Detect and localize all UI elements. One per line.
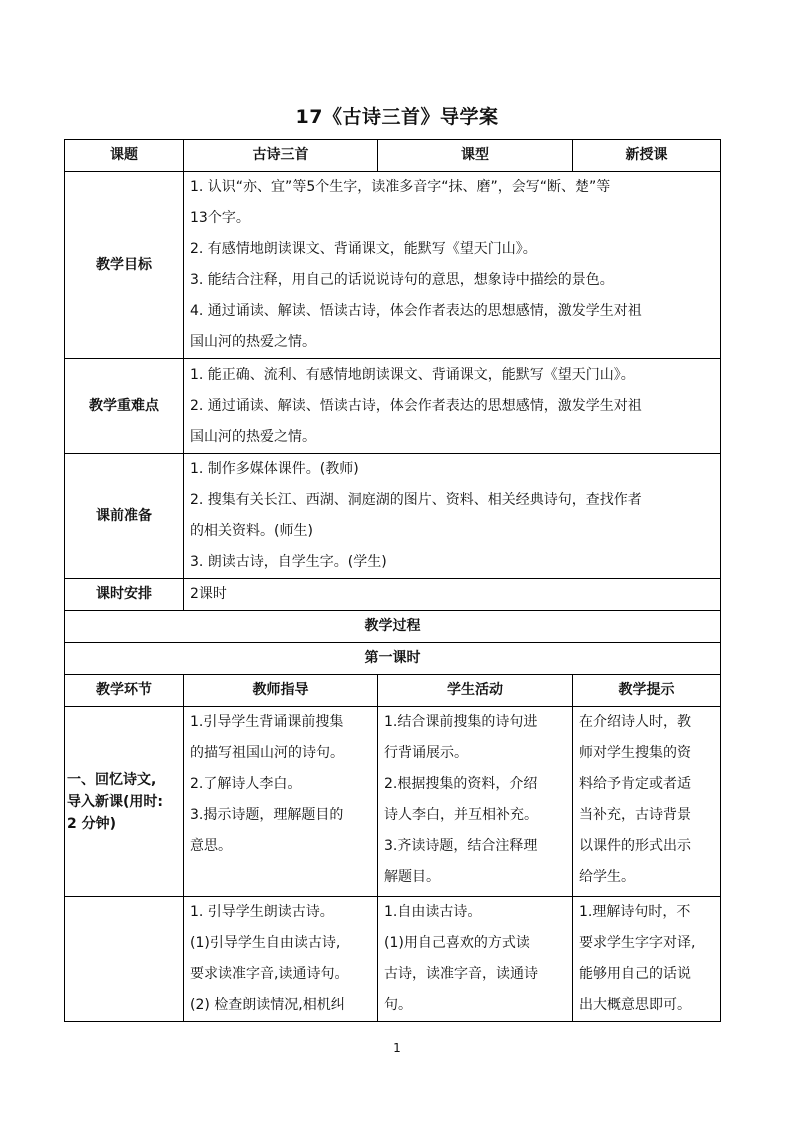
key-points-label: 教学重难点: [65, 359, 184, 454]
teacher-line: (2) 检查朗读情况,相机纠: [190, 997, 345, 1013]
page-number: 1: [393, 1041, 401, 1055]
teacher-line: 要求读准字音,读通诗句。: [190, 966, 349, 982]
tips-line: 要求学生字字对译,: [579, 935, 696, 951]
preparation-content: [184, 454, 721, 579]
segment-line: 一、回忆诗文,: [67, 771, 157, 788]
tips-line: 1.理解诗句时，不: [579, 904, 691, 920]
student-cell: [378, 897, 573, 1022]
goals-row: [65, 172, 721, 359]
key-points-row: [65, 359, 721, 454]
teacher-line: 意思。: [190, 838, 232, 854]
process-heading: 教学过程: [65, 611, 721, 643]
tips-line: 给学生。: [579, 869, 635, 885]
segment-cell-empty: [65, 897, 184, 1022]
lesson-heading-row: [65, 643, 721, 675]
header-row: [65, 140, 721, 172]
preparation-line: 的相关资料。(师生): [190, 523, 313, 539]
preparation-line: 3. 朗读古诗，自学生字。(学生): [190, 554, 387, 570]
student-line: 解题目。: [384, 869, 440, 885]
teacher-line: (1)引导学生自由读古诗,: [190, 935, 341, 951]
goal-line: 1. 认识“亦、宜”等5个生字，读准多音字“抹、磨”，会写“断、楚”等: [190, 179, 611, 195]
topic-value: 古诗三首: [184, 140, 378, 172]
col-segment: 教学环节: [65, 675, 184, 707]
student-line: 诗人李白，并互相补充。: [384, 807, 538, 823]
teacher-line: 1.引导学生背诵课前搜集: [190, 714, 344, 730]
segment-cell: [65, 707, 184, 897]
goal-line: 4. 通过诵读、解读、悟读古诗，体会作者表达的思想感情，激发学生对祖: [190, 303, 642, 319]
segment-line: 2 分钟): [67, 815, 117, 832]
student-line: 3.齐读诗题，结合注释理: [384, 838, 538, 854]
segment-line: 导入新课(用时:: [67, 793, 163, 810]
teacher-line: 2.了解诗人李白。: [190, 776, 302, 792]
teacher-line: 的描写祖国山河的诗句。: [190, 745, 344, 761]
preparation-row: [65, 454, 721, 579]
student-line: 1.自由读古诗。: [384, 904, 482, 920]
tips-line: 师对学生搜集的资: [579, 745, 691, 761]
tips-cell: [573, 707, 721, 897]
tips-line: 能够用自己的话说: [579, 966, 691, 982]
process-row: [65, 897, 721, 1022]
col-tips: 教学提示: [573, 675, 721, 707]
col-student: 学生活动: [378, 675, 573, 707]
type-value: 新授课: [573, 140, 721, 172]
process-heading-row: [65, 611, 721, 643]
goals-label: 教学目标: [65, 172, 184, 359]
document-title: 17《古诗三首》导学案: [295, 106, 499, 128]
student-line: 句。: [384, 997, 412, 1013]
goal-line: 国山河的热爱之情。: [190, 334, 316, 350]
tips-cell: [573, 897, 721, 1022]
student-line: 1.结合课前搜集的诗句进: [384, 714, 538, 730]
teacher-line: 1. 引导学生朗读古诗。: [190, 904, 334, 920]
tips-line: 在介绍诗人时，教: [579, 714, 691, 730]
key-point-line: 1. 能正确、流利、有感情地朗读课文、背诵课文，能默写《望天门山》。: [190, 366, 635, 383]
student-line: 2.根据搜集的资料，介绍: [384, 776, 538, 792]
key-point-line: 2. 通过诵读、解读、悟读古诗，体会作者表达的思想感情，激发学生对祖: [190, 397, 642, 414]
type-label: 课型: [378, 140, 573, 172]
preparation-line: 1. 制作多媒体课件。(教师): [190, 461, 359, 477]
goal-line: 3. 能结合注释，用自己的话说说诗句的意思，想象诗中描绘的景色。: [190, 272, 614, 288]
schedule-row: [65, 579, 721, 611]
preparation-line: 2. 搜集有关长江、西湖、洞庭湖的图片、资料、相关经典诗句，查找作者: [190, 492, 642, 508]
tips-line: 以课件的形式出示: [579, 838, 691, 854]
student-line: (1)用自己喜欢的方式读: [384, 935, 530, 951]
key-points-content: [184, 359, 721, 454]
teacher-line: 3.揭示诗题，理解题目的: [190, 807, 344, 823]
preparation-label: 课前准备: [65, 454, 184, 579]
goal-line: 13个字。: [190, 210, 250, 226]
student-line: 古诗，读准字音，读通诗: [384, 966, 538, 982]
teacher-cell: [184, 897, 378, 1022]
topic-label: 课题: [65, 140, 184, 172]
process-row: [65, 707, 721, 897]
key-point-line: 国山河的热爱之情。: [190, 428, 316, 445]
student-cell: [378, 707, 573, 897]
schedule-value: 2课时: [184, 579, 721, 611]
tips-line: 出大概意思即可。: [579, 997, 691, 1013]
teacher-cell: [184, 707, 378, 897]
col-teacher: 教师指导: [184, 675, 378, 707]
lesson-plan-table: [64, 139, 721, 1022]
tips-line: 当补充，古诗背景: [579, 807, 691, 823]
tips-line: 料给予肯定或者适: [579, 776, 691, 792]
lesson-heading: 第一课时: [65, 643, 721, 675]
schedule-label: 课时安排: [65, 579, 184, 611]
column-header-row: [65, 675, 721, 707]
goal-line: 2. 有感情地朗读课文、背诵课文，能默写《望天门山》。: [190, 241, 537, 257]
student-line: 行背诵展示。: [384, 745, 468, 761]
goals-content: [184, 172, 721, 359]
